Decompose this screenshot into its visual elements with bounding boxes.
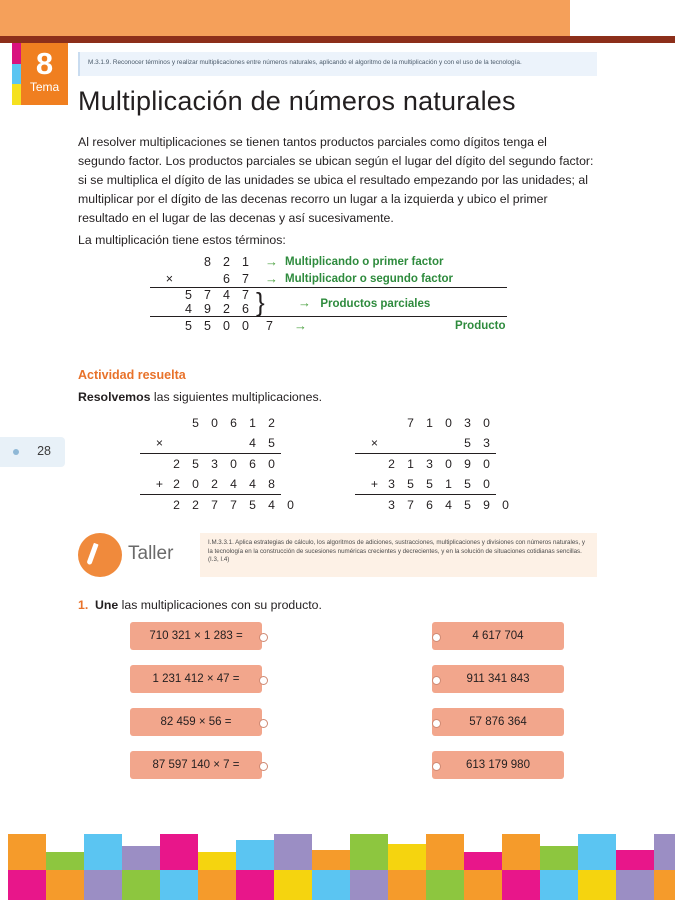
- worked-multiplication-right: [355, 413, 515, 515]
- lmr-p2-1: 5: [401, 474, 420, 495]
- lmr-p2-3: 1: [439, 474, 458, 495]
- lmr-r-0: 3: [388, 498, 395, 512]
- lmr-plus: +: [355, 474, 382, 495]
- match-right-item-1[interactable]: 4 617 704: [432, 622, 564, 650]
- standard-banner: M.3.1.9. Reconocer términos y realizar multiplicaciones entre números naturales, aplicando el algoritmo de la multiplicación y con el uso de la tecnología.: [78, 52, 597, 76]
- page-number-tab: [0, 437, 65, 467]
- terms-row-product: [150, 317, 507, 335]
- lml-p1-1: 5: [192, 457, 199, 471]
- lmr-p1-4: 9: [464, 457, 471, 471]
- row-factor2: [355, 433, 515, 454]
- terms-example: [150, 253, 670, 334]
- tema-badge: [12, 43, 68, 105]
- paragraph-terms-lead: La multiplicación tiene estos términos:: [78, 233, 286, 247]
- lml-r-2: 7: [211, 498, 218, 512]
- op-symbol: ×: [165, 271, 173, 286]
- top-dark-rule: [0, 36, 675, 43]
- lml-op: ×: [140, 433, 167, 454]
- lml-r-1: 2: [192, 498, 199, 512]
- connector-dot-right-4[interactable]: [432, 762, 441, 771]
- match-right-item-2[interactable]: 911 341 843: [432, 665, 564, 693]
- terms-row-factor2: [150, 270, 507, 288]
- connector-dot-left-2[interactable]: [259, 676, 268, 685]
- pr-d4: 0: [242, 318, 249, 333]
- p2-d2: 9: [204, 302, 211, 316]
- row-partial1: [140, 454, 300, 475]
- worked-multiplication-left: [140, 413, 300, 515]
- lml-r-0: 2: [173, 498, 180, 512]
- lml-p1-5: 0: [268, 457, 275, 471]
- lml-p2-5: 8: [262, 474, 281, 495]
- label-multiplicando: Multiplicando o primer factor: [285, 255, 444, 268]
- pr-d2: 5: [204, 318, 211, 333]
- bottom-decoration: [0, 835, 675, 900]
- lml-f2-1: 5: [262, 433, 281, 454]
- p2-d3: 2: [223, 302, 230, 316]
- connector-dot-right-2[interactable]: [432, 676, 441, 685]
- p1-d1: 5: [185, 288, 192, 302]
- lmr-f1-2: 0: [445, 416, 452, 430]
- connector-dot-left-1[interactable]: [259, 633, 268, 642]
- connector-dot-right-1[interactable]: [432, 633, 441, 642]
- match-left-item-4[interactable]: 87 597 140 × 7 =: [130, 751, 262, 779]
- f1-d2: 2: [223, 254, 230, 269]
- lmr-r-5: 9: [483, 498, 490, 512]
- top-white-notch: [570, 0, 675, 36]
- terms-row-factor1: [150, 253, 507, 270]
- lmr-f1-0: 7: [407, 416, 414, 430]
- lml-f1-2: 6: [230, 416, 237, 430]
- arrow-icon-4: →: [294, 318, 307, 333]
- lml-p2-3: 4: [224, 474, 243, 495]
- lml-p2-0: 2: [167, 474, 186, 495]
- lmr-p2-0: 3: [382, 474, 401, 495]
- taller-banner: [78, 533, 597, 577]
- lmr-op: ×: [355, 433, 382, 454]
- lml-p1-2: 3: [211, 457, 218, 471]
- lmr-p2-4: 5: [458, 474, 477, 495]
- terms-row-partial1: [150, 288, 507, 303]
- row-result: [355, 495, 515, 516]
- arrow-icon-2: →: [265, 271, 278, 286]
- p2-d1: 4: [185, 302, 192, 316]
- tema-label: Tema: [29, 80, 60, 94]
- page-title: Multiplicación de números naturales: [78, 86, 516, 116]
- lmr-f2-1: 3: [477, 433, 496, 454]
- label-productos-parciales: Productos parciales: [320, 297, 431, 310]
- pr-d1: 5: [185, 318, 192, 333]
- row-partial2: [355, 474, 515, 495]
- lml-p2-1: 0: [186, 474, 205, 495]
- lmr-p1-3: 0: [445, 457, 452, 471]
- paragraph-intro: Al resolver multiplicaciones se tienen tantos productos parciales como dígitos tenga el segundo factor. Los productos parciales se ubican según el lugar del dígito del segundo factor: si se multiplica el dígito de las unidades se ubica el resultado empezando por las unidades; al multiplicar por el dígito de las decenas recorro un lugar a la izquierda y ubico el primer resultado en el lugar de las decenas y así sucesivamente.: [78, 135, 594, 225]
- tema-number: 8: [35, 46, 54, 81]
- arrow-icon-3: →: [298, 294, 311, 310]
- match-right-item-4[interactable]: 613 179 980: [432, 751, 564, 779]
- pr-d3: 0: [223, 318, 230, 333]
- lml-plus: +: [140, 474, 167, 495]
- lml-p2-2: 2: [205, 474, 224, 495]
- activity-intro: [78, 390, 322, 404]
- pr-d5: 7: [266, 318, 273, 333]
- lmr-p2-2: 5: [420, 474, 439, 495]
- row-factor1: [355, 413, 515, 433]
- lmr-p1-1: 1: [407, 457, 414, 471]
- activity-heading: Actividad resuelta: [78, 368, 186, 382]
- lmr-r-6: 0: [502, 497, 509, 512]
- f2-d2: 7: [242, 271, 249, 286]
- connector-dot-left-3[interactable]: [259, 719, 268, 728]
- lmr-f1-1: 1: [426, 416, 433, 430]
- lmr-r-4: 5: [464, 498, 471, 512]
- exercise-instruction-rest: las multiplicaciones con su producto.: [118, 598, 322, 612]
- exercise-instruction-bold: Une: [95, 598, 119, 612]
- lmr-r-2: 6: [426, 498, 433, 512]
- lmr-f1-4: 0: [483, 416, 490, 430]
- lmr-f2-0: 5: [458, 433, 477, 454]
- f2-d1: 6: [223, 271, 230, 286]
- lmr-p1-0: 2: [388, 457, 395, 471]
- lmr-r-3: 4: [445, 498, 452, 512]
- label-multiplicador: Multiplicador o segundo factor: [285, 272, 454, 285]
- tema-box: [21, 43, 68, 105]
- p2-d4: 6: [242, 302, 249, 316]
- p1-d3: 4: [223, 288, 230, 302]
- row-partial1: [355, 454, 515, 475]
- lml-r-3: 7: [230, 498, 237, 512]
- lmr-p1-2: 3: [426, 457, 433, 471]
- lml-f2-0: 4: [243, 433, 262, 454]
- row-factor1: [140, 413, 300, 433]
- lml-p1-0: 2: [173, 457, 180, 471]
- f1-d3: 1: [242, 254, 249, 269]
- connector-dot-left-4[interactable]: [259, 762, 268, 771]
- row-partial2: [140, 474, 300, 495]
- match-left-item-2[interactable]: 1 231 412 × 47 =: [130, 665, 262, 693]
- p1-d2: 7: [204, 288, 211, 302]
- row-factor2: [140, 433, 300, 454]
- exercise-number: 1.: [78, 598, 89, 612]
- activity-intro-bold: Resolvemos: [78, 390, 151, 404]
- p1-d4: 7: [242, 288, 249, 302]
- lmr-p1-5: 0: [483, 457, 490, 471]
- lmr-p2-5: 0: [477, 474, 496, 495]
- lml-r-4: 5: [249, 498, 256, 512]
- activity-intro-rest: las siguientes multiplicaciones.: [150, 390, 323, 404]
- brace-icon: }: [256, 287, 265, 317]
- lml-p2-4: 4: [243, 474, 262, 495]
- arrow-icon-1: →: [265, 254, 278, 269]
- match-left-item-1[interactable]: 710 321 × 1 283 =: [130, 622, 262, 650]
- exercise-instruction: [95, 598, 322, 612]
- lml-f1-1: 0: [211, 416, 218, 430]
- match-right-item-3[interactable]: 57 876 364: [432, 708, 564, 736]
- lml-f1-3: 1: [249, 416, 256, 430]
- match-left-item-3[interactable]: 82 459 × 56 =: [130, 708, 262, 736]
- lml-r-6: 0: [287, 497, 294, 512]
- page-bullet-icon: [13, 449, 19, 455]
- lml-p1-4: 6: [249, 457, 256, 471]
- f1-d1: 8: [204, 254, 211, 269]
- lmr-r-1: 7: [407, 498, 414, 512]
- lmr-f1-3: 3: [464, 416, 471, 430]
- row-result: [140, 495, 300, 516]
- page-number: 28: [37, 444, 51, 458]
- taller-label: Taller: [128, 543, 174, 564]
- label-producto: Producto: [455, 319, 506, 332]
- taller-standard-text: I.M.3.3.1. Aplica estrategias de cálculo, los algoritmos de adiciones, sustracciones, multiplicaciones y divisiones con números naturales, y la tecnología en la construcción de sucesiones numéricas crecientes y decrecientes, y en la solución de situaciones cotidianas sencillas. (I.3, I.4): [200, 533, 597, 577]
- connector-dot-right-3[interactable]: [432, 719, 441, 728]
- lml-r-5: 4: [268, 498, 275, 512]
- lml-f1-4: 2: [268, 416, 275, 430]
- lml-p1-3: 0: [230, 457, 237, 471]
- lml-f1-0: 5: [192, 416, 199, 430]
- pencil-icon: [78, 533, 122, 577]
- tema-color-strip: [12, 43, 21, 105]
